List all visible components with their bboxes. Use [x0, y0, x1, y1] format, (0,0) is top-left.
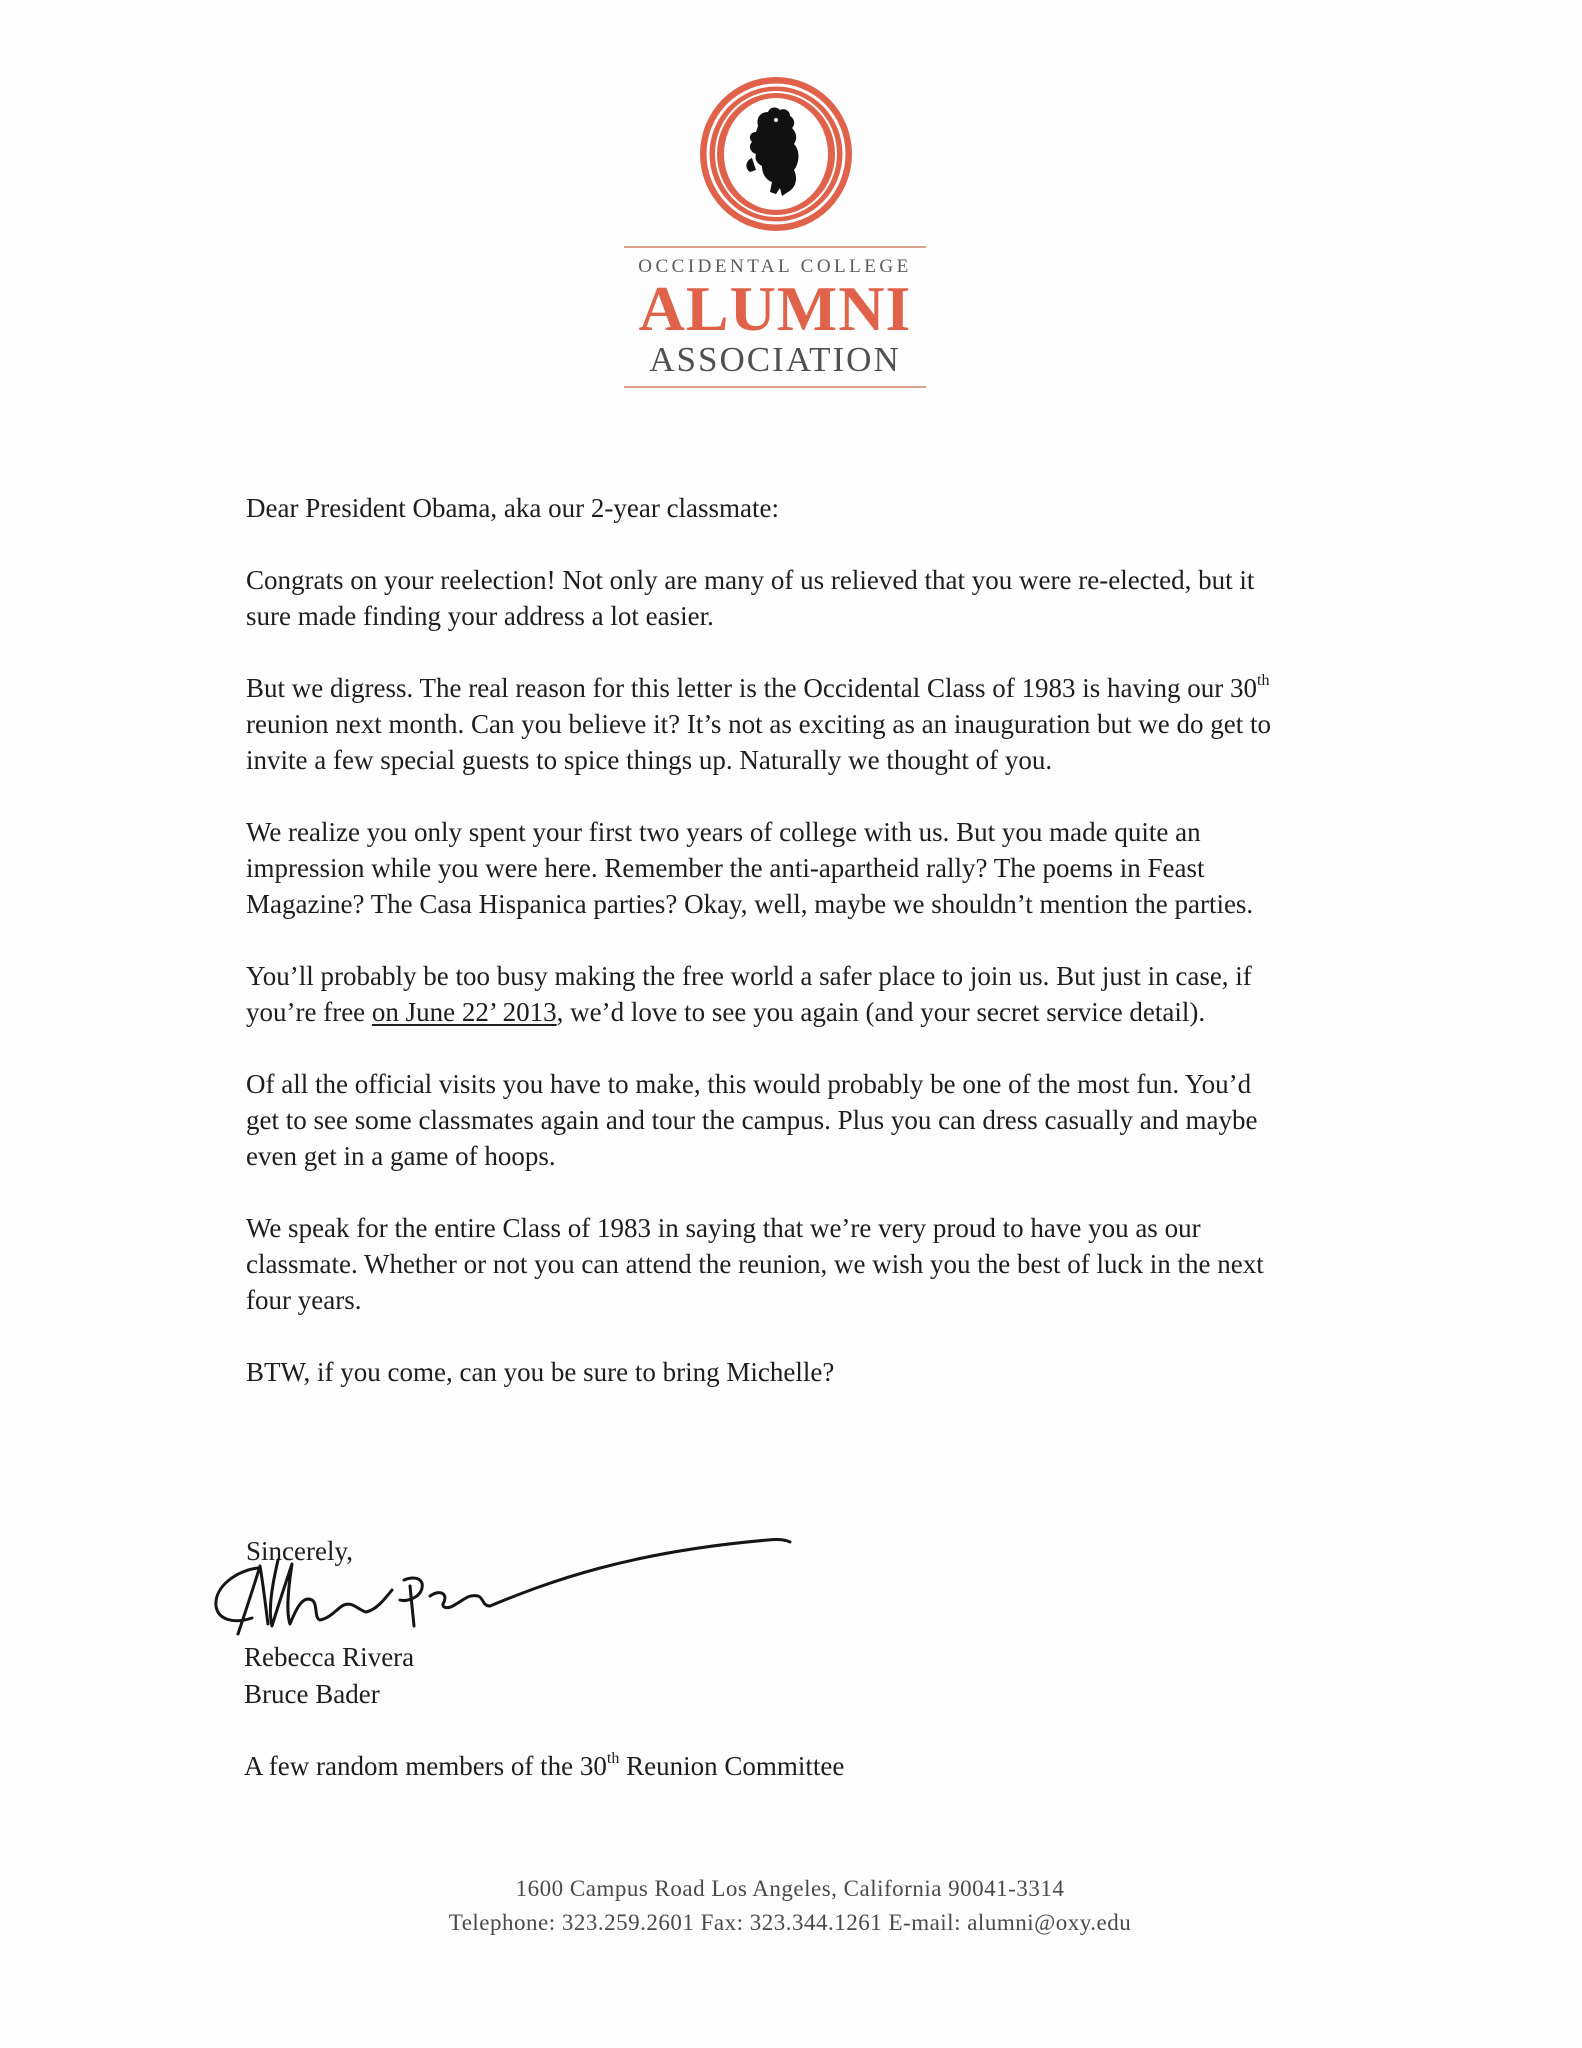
paragraph-5: Of all the official visits you have to make, this would probably be one of the most fun. You’d get to see some classmates again and tour the campus. Plus you can dress casually and maybe even get in a game of hoops.: [246, 1069, 1258, 1171]
org-name-line2: ALUMNI: [638, 273, 912, 344]
paragraph-4-text-b: , we’d love to see you again (and your secret service detail).: [556, 997, 1206, 1027]
paragraph-7: BTW, if you come, can you be sure to bring Michelle?: [246, 1357, 835, 1387]
salutation: Dear President Obama, aka our 2-year classmate:: [246, 493, 780, 523]
footer-contact: Telephone: 323.259.2601 Fax: 323.344.1261 E-mail: alumni@oxy.edu: [448, 1910, 1132, 1935]
signers: [244, 1639, 414, 1713]
closing: Sincerely,: [246, 1536, 353, 1566]
paragraph-2-text-b: reunion next month. Can you believe it? It’s not as exciting as an inauguration but we do get to invite a few special guests to spice things up. Naturally we thought of you.: [246, 709, 1272, 775]
letterhead-top-rule: [624, 246, 926, 248]
org-name-line3: ASSOCIATION: [649, 340, 901, 379]
signer-1: Rebecca Rivera: [244, 1642, 415, 1672]
committee-ordinal-suffix: th: [606, 1750, 620, 1767]
ordinal-suffix: th: [1257, 672, 1270, 689]
paragraph-6: We speak for the entire Class of 1983 in saying that we’re very proud to have you as our classmate. Whether or not you can attend the reunion, we wish you the best of luck in the next four years.: [246, 1213, 1264, 1315]
letterhead-bottom-rule: [624, 386, 926, 388]
letter-body: [246, 490, 1276, 1426]
reunion-date: on June 22’ 2013: [371, 997, 557, 1027]
occidental-tiger-seal-icon: [696, 74, 856, 234]
committee-text-a: A few random members of the 30: [244, 1751, 607, 1781]
letterhead: [620, 246, 930, 388]
paragraph-4-text-a: You’ll probably be too busy making the free world a safer place to join us. But just in case, if you’re free: [246, 961, 1252, 1027]
committee-line: [244, 1748, 844, 1784]
paragraph-2: [246, 670, 1276, 778]
paragraph-1: Congrats on your reelection! Not only are many of us relieved that you were re-elected, but it sure made finding your address a lot easier.: [246, 565, 1255, 631]
paragraph-4: [246, 958, 1276, 1030]
committee-text-b: Reunion Committee: [619, 1751, 845, 1781]
footer-address: 1600 Campus Road Los Angeles, California 90041-3314: [515, 1876, 1065, 1901]
signer-2: Bruce Bader: [244, 1679, 380, 1709]
paragraph-3: We realize you only spent your first two years of college with us. But you made quite an impression while you were here. Remember the anti-apartheid rally? The poems in Feast Magazine? The Casa Hispanica parties? Okay, well, maybe we shouldn’t mention the parties.: [246, 817, 1254, 919]
handwritten-signature: [208, 1526, 794, 1646]
letterhead-footer: [290, 1872, 1290, 1940]
paragraph-2-text-a: But we digress. The real reason for this letter is the Occidental Class of 1983 is having our 30: [246, 673, 1258, 703]
org-name-line1: OCCIDENTAL COLLEGE: [638, 256, 912, 277]
